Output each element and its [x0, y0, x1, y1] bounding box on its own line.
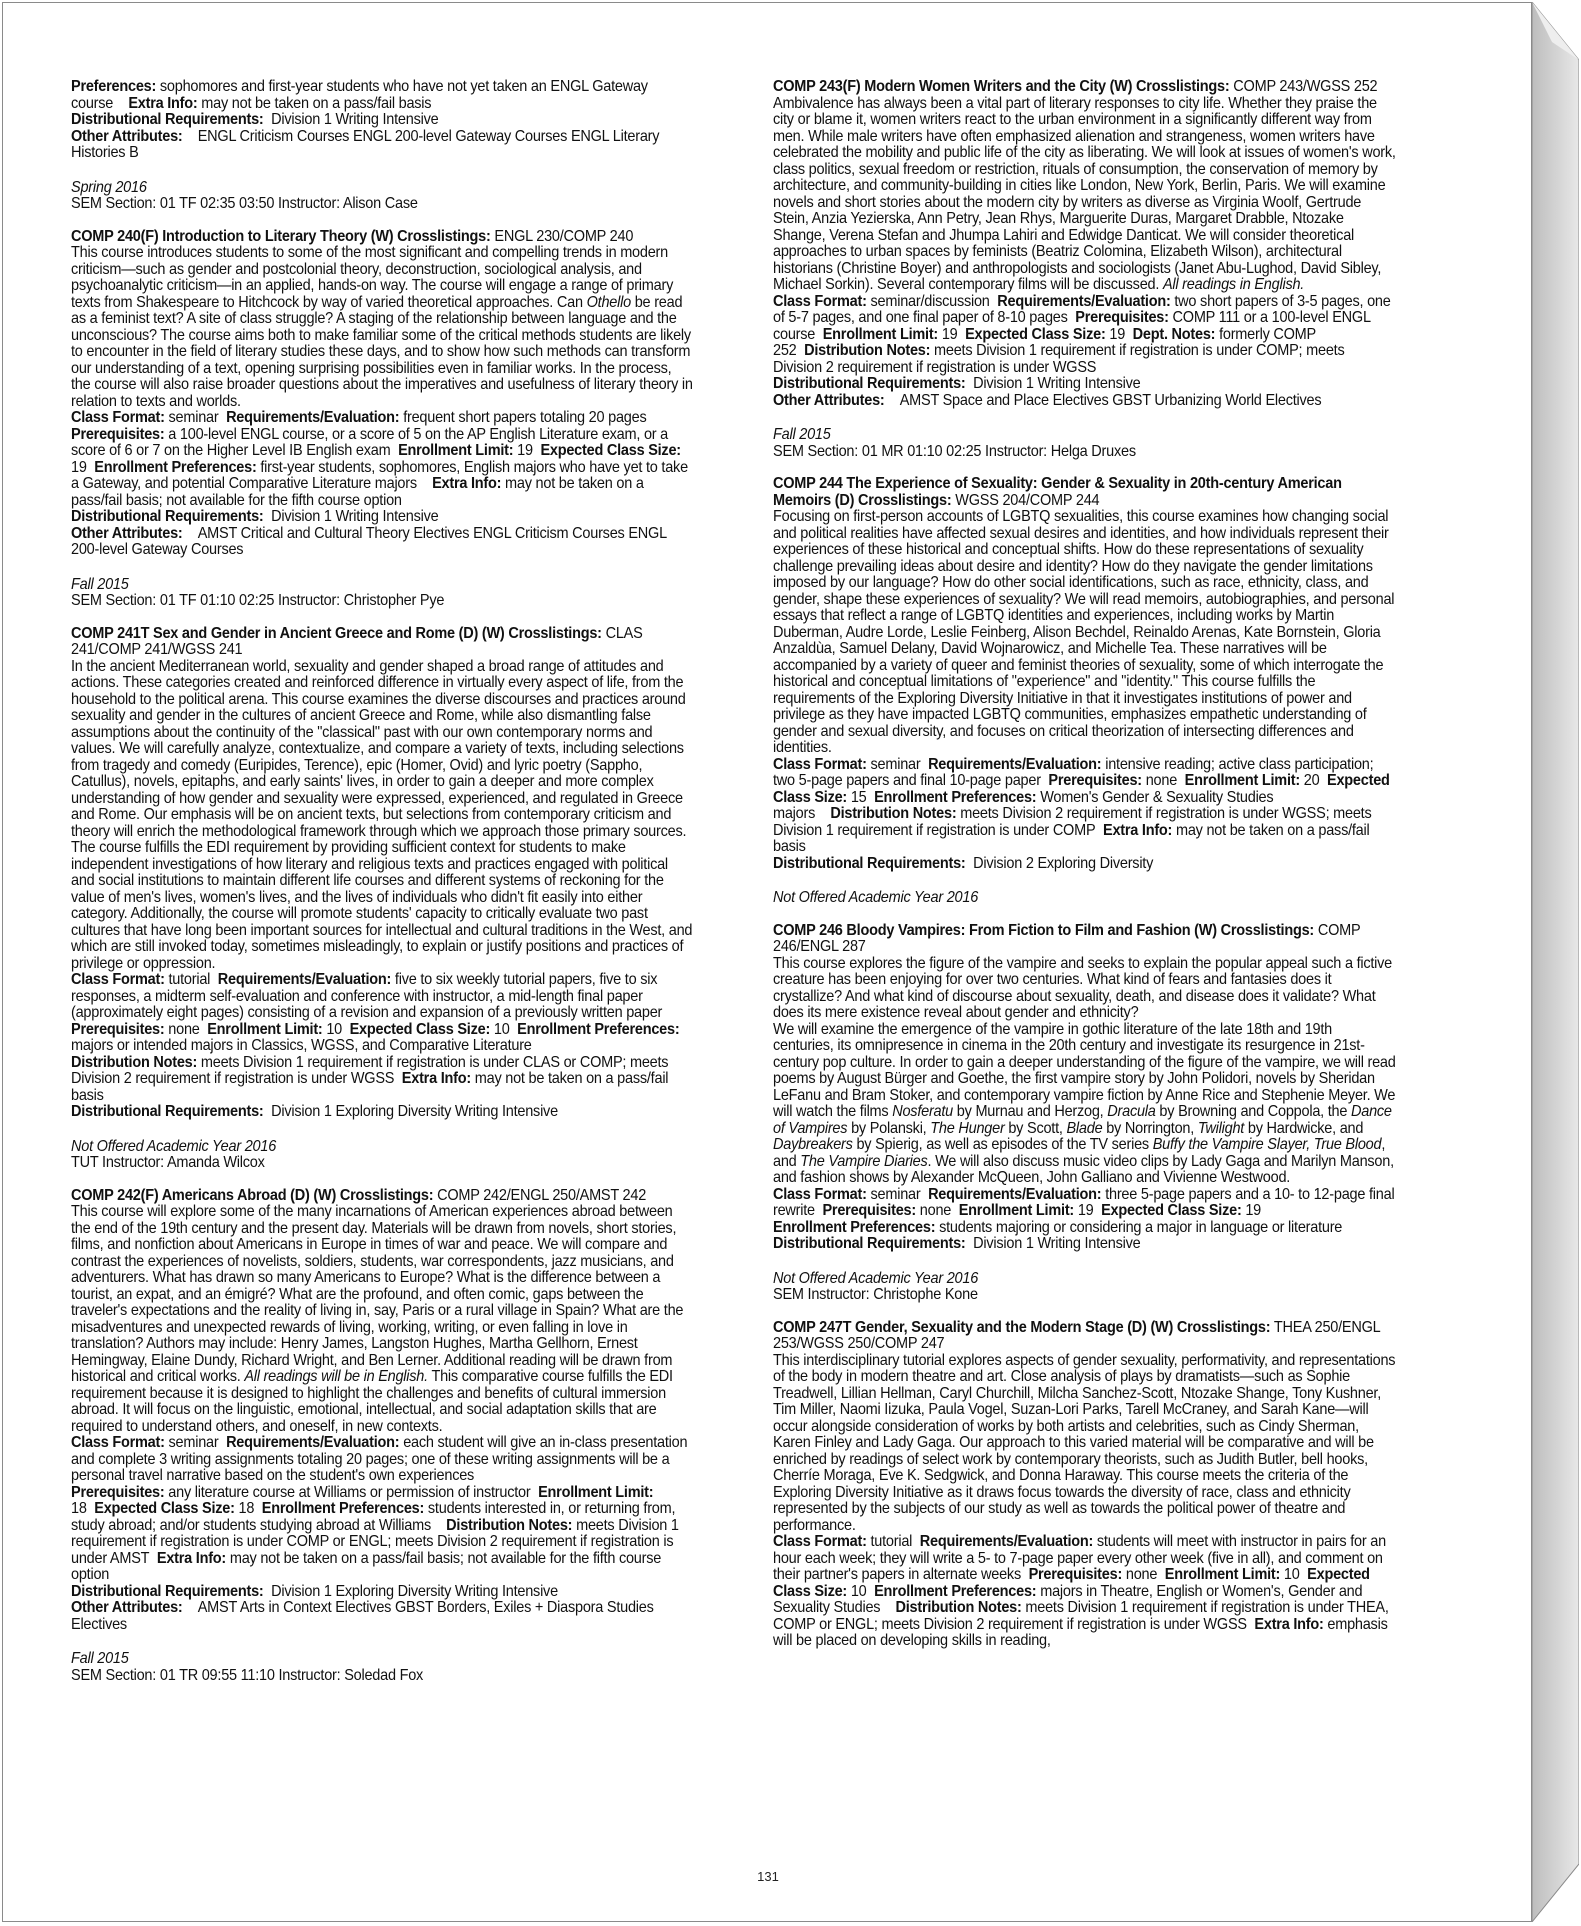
section-line: TUT Instructor: Amanda Wilcox — [71, 1154, 265, 1171]
course-continuation — [71, 79, 694, 213]
section-line: SEM Section: 01 MR 01:10 02:25 Instructor: Helga Druxes — [773, 442, 1136, 460]
term: Not Offered Academic Year 2016 — [773, 1269, 979, 1287]
value: sophomores and first-year students who have not yet taken an ENGL Gateway course — [71, 78, 648, 112]
course-description: This course will explore some of the many incarnations of American experiences abroad between the end of the 19th century and the present day. Materials will be drawn from novels, short stories, films, and nonfiction about Americans in Europe in times of war and peace. We will compare and contrast the experiences of novelists, soldiers, students, war correspondents, jazz musicians, and adventurers. What has drawn so many Americans to Europe? What is the difference between a tourist, an expat, and an émigré? What are the profound, and often comic, gaps between the traveler's expectations and the reality of living in, say, Paris or a rural village in Spain? What are the misadventures and unexpected rewards of living, working, writing, or even falling in love in translation? Authors may include: Henry James, Langston Hughes, Martha Gellhorn, Ernest Hemingway, Elaine Dundy, Richard Wright, and Ben Lerner. Additional reading will be drawn from historical and critical works. All readings will be in English. This comparative course fulfills the EDI requirement because it is designed to highlight the challenges and benefits of cultural immersion abroad. It will focus on the linguistic, emotional, intellectual, and social adaptation skills that are required to understand others, and oneself, in new contexts. — [71, 1203, 684, 1435]
course-title: COMP 244 The Experience of Sexuality: Gender & Sexuality in 20th-century American Memoirs (D) Crosslistings: — [773, 475, 1342, 509]
course-description: In the ancient Mediterranean world, sexuality and gender shaped a broad range of attitudes and actions. These categories created and reinforced difference in virtually every aspect of life, from the household to the political arena. This course examines the diverse discourses and practices around sexuality and gender in the cultures of ancient Greece and Rome, while also dismantling false assumptions about the continuity of the "classical" past with our own contemporary norms and values. We will carefully analyze, contextualize, and compare a variety of texts, including selections from tragedy and comedy (Euripides, Terence), epic (Homer, Ovid) and lyric poetry (Sappho, Catullus), novels, epitaphs, and early saints' lives, in order to gain a deeper and more complex understanding of how gender and sexuality were expressed, experienced, and regulated in Greece and Rome. Our emphasis will be on ancient texts, but selections from contemporary criticism and theory will enrich the methodological framework through which we approach those primary sources. The course fulfills the EDI requirement by providing sufficient context for students to make independent investigations of how literary and religious texts and practices engaged with political and social institutions to maintain different life courses and different systems of reckoning for the value of men's lives, women's lives, and the lives of individuals who didn't fit easily into either category. Additionally, the course will promote students' capacity to critically evaluate two past cultures that have long been important sources for intellectual and cultural traditions in the West, and which are still invoked today, sometimes misleadingly, to explain or justify positions and practices of privilege or oppression. — [71, 657, 693, 972]
course-description: This course explores the figure of the vampire and seeks to explain the popular appeal such a fictive creature has been enjoying for over two centuries. What kind of fears and fantasies does it crystallize? And what kind of discourse about sexuality, death, and disease does it validate? What does its mere existence reveal about gender and ethnicity? — [773, 954, 1393, 1021]
label: Extra Info: — [128, 94, 198, 112]
value: ENGL Criticism Courses ENGL 200-level Gateway Courses ENGL Literary Histories B — [71, 127, 660, 161]
crosslistings: WGSS 204/COMP 244 — [955, 491, 1100, 509]
label: Class Format: — [71, 409, 165, 426]
crosslistings: COMP 243/WGSS 252 — [1233, 78, 1378, 95]
term: Not Offered Academic Year 2016 — [773, 889, 979, 906]
section-line: SEM Section: 01 TF 01:10 02:25 Instructor: Christopher Pye — [71, 592, 445, 609]
course-comp-240: COMP 240(F) Introduction to Literary Theory (W) Crosslistings: ENGL 230/COMP 240 This course introduces students to some of the most significant and compelling trends in modern criticism—such as gender and postcolonial theory, deconstruction, sociological analysis, and psychoanalytic criticism—in an applied, hands-on way. The course will engage a range of primary texts from Shakespeare to Hitchcock by way of varied theoretical approaches. Can Othello be read as a feminist text? A site of class struggle? A staging of the relationship between language and the unconscious? The course aims both to make familiar some of the critical methods students are likely to encounter in the field of literary studies these days, and to show how such methods can transform our understanding of a text, opening surprising possibilities even in familiar works. In the process, the course will also raise broader questions about the imperatives and usefulness of literary theory in relation to texts and worlds. Class Format: seminar Requirements/Evaluation: frequent short papers totaling 20 pages Prerequisites: a 100-level ENGL course, or a score of 5 on the AP English Literature exam, or a score of 6 or 7 on the Higher Level IB English exam Enrollment Limit: 19 Expected Class Size: 19 Enrollment Preferences: first-year students, sophomores, English majors who have yet to take a Gateway, and potential Comparative Literature majors Extra Info: may not be taken on a pass/fail basis; not available for the fifth course option Distributional Requirements: Division 1 Writing Intensive Other Attributes: AMST Critical and Cultural Theory Electives ENGL Criticism Courses ENGL 200-level Gateway Courses Fall 2015 SEM Section: 01 TF 01:10 02:25 Instructor: Christopher Pye — [71, 227, 693, 609]
label: Distributional Requirements: — [71, 111, 264, 128]
crosslistings: COMP 246/ENGL 287 — [773, 921, 1361, 955]
term: Fall 2015 — [773, 426, 831, 443]
course-description: This course introduces students to some of the most significant and compelling trends in modern criticism—such as gender and postcolonial theory, deconstruction, sociological analysis, and psychoanalytic criticism—in an applied, hands-on way. The course will engage a range of primary texts from Shakespeare to Hitchcock by way of varied theoretical approaches. Can Othello be read as a feminist text? A site of class struggle? A staging of the relationship between language and the unconscious? The course aims both to make familiar some of the critical methods students are likely to encounter in the field of literary studies these days, and to show how such methods can transform our understanding of a text, opening surprising possibilities even in familiar works. In the process, the course will also raise broader questions about the imperatives and usefulness of literary theory in relation to texts and worlds. — [71, 244, 693, 410]
term: Fall 2015 — [71, 1650, 129, 1667]
page-number: 131 — [757, 1869, 779, 1884]
course-comp-246: COMP 246 Bloody Vampires: From Fiction to Film and Fashion (W) Crosslistings: COMP 246/ENGL 287 This course explores the figure of the vampire and seeks to explain the popular appeal such a fictive creature has been enjoying for over two centuries. What kind of fears and fantasies does it crystallize? And what kind of discourse about sexuality, death, and disease does it validate? What does its mere existence reveal about gender and ethnicity? We will examine the emergence of the vampire in gothic literature of the late 18th and 19th centuries, its omnipresence in cinema in the 20th century and investigate its resurgence in 21st-century pop culture. In order to gain a deeper understanding of the figure of the vampire, we will read poems by August Bürger and Goethe, the first vampire story by John Polidori, novels by Sheridan LeFanu and Bram Stoker, and contemporary vampire fiction by Anne Rice and Stephenie Meyer. We will watch the films Nosferatu by Murnau and Herzog, Dracula by Browning and Coppola, the Dance of Vampires by Polanski, The Hunger by Scott, Blade by Norrington, Twilight by Hardwicke, and Daybreakers by Spierig, as well as episodes of the TV series Buffy the Vampire Slayer, True Blood, and The Vampire Diaries. We will also discuss music video clips by Lady Gaga and Marilyn Manson, and fashion shows by Alexander McQueen, John Galliano and Vivienne Westwood. Class Format: seminar Requirements/Evaluation: three 5-page papers and a 10- to 12-page final rewrite Prerequisites: none Enrollment Limit: 19 Expected Class Size: 19 Enrollment Preferences: students majoring or considering a major in language or literature Distributional Requirements: Division 1 Writing Intensive Not Offered Academic Year 2016 SEM Instructor: Christophe Kone — [773, 921, 1396, 1303]
label: Preferences: — [71, 78, 157, 95]
course-description: This interdisciplinary tutorial explores aspects of gender sexuality, performativity, and representations of the body in modern theatre and art. Close analysis of plays by dramatists—such as Sophie Treadwell, Lillian Hellman, Caryl Churchill, Milcha Sanchez-Scott, Ntozake Shange, Tony Kushner, Tim Miller, Naomi Iizuka, Paula Vogel, Suzan-Lori Parks, Tarell McCraney, and Sarah Kane—will occur alongside consideration of works by both artists and celebrities, such as Cindy Sherman, Karen Finley and Lady Gaga. Our approach to this varied material will be comparative and will be enriched by readings of select work by contemporary theorists, such as Judith Butler, bell hooks, Cherríe Moraga, Eve K. Sedgwick, and Donna Haraway. This course meets the criteria of the Exploring Diversity Initiative as it draws focus towards the diversity of race, class and ethnicity represented by the subjects of our study as well as towards the political power of theatre and performance. — [773, 1351, 1396, 1534]
course-title: COMP 242(F) Americans Abroad (D) (W) Crosslistings: — [71, 1186, 434, 1204]
label: Requirements/Evaluation: — [226, 409, 400, 426]
course-title: COMP 246 Bloody Vampires: From Fiction to Film and Fashion (W) Crosslistings: — [773, 921, 1315, 939]
course-title: COMP 247T Gender, Sexuality and the Modern Stage (D) (W) Crosslistings: — [773, 1318, 1271, 1336]
crosslistings: ENGL 230/COMP 240 — [494, 227, 634, 245]
course-description: Focusing on first-person accounts of LGBTQ sexualities, this course examines how changing social and political realities have affected sexual desires and identities, and how individuals represent their experiences of these historical and conceptual shifts. How do these representations of sexuality challenge prevailing ideas about desire and identity? How do they navigate the gender limitations imposed by our language? How do other social identifications, such as race, ethnicity, class, and gender, shape these experiences of sexuality? We will read memoirs, autobiographies, and personal essays that reflect a range of LGBTQ identities and experiences, including works by Martin Duberman, Audre Lorde, Leslie Feinberg, Alison Bechdel, Reinaldo Arenas, Kate Bornstein, Gloria Anzaldùa, Samuel Delany, David Wojnarowicz, and Michelle Tea. These narratives will be accompanied by a variety of queer and feminist theories of sexuality, some of which interrogate the historical and conceptual limitations of "experience" and "identity." This course fulfills the requirements of the Exploring Diversity Initiative in that it investigates institutions of power and privilege as they have impacted LGBTQ communities, emphasizes empathetic understanding of gender and sexual diversity, and focuses on critical theorization of intersecting differences and identities. — [773, 508, 1395, 756]
course-comp-244: COMP 244 The Experience of Sexuality: Gender & Sexuality in 20th-century American Memoirs (D) Crosslistings: WGSS 204/COMP 244 Focusing on first-person accounts of LGBTQ sexualities, this course examines how changing social and political realities have affected sexual desires and identities, and how individuals represent their experiences of these historical and conceptual shifts. How do these representations of sexuality challenge prevailing ideas about desire and identity? How do they navigate the gender limitations imposed by our language? How do other social identifications, such as race, ethnicity, class, and gender, shape these experiences of sexuality? We will read memoirs, autobiographies, and personal essays that reflect a range of LGBTQ identities and experiences, including works by Martin Duberman, Audre Lorde, Leslie Feinberg, Alison Bechdel, Reinaldo Arenas, Kate Bornstein, Gloria Anzaldùa, Samuel Delany, David Wojnarowicz, and Michelle Tea. These narratives will be accompanied by a variety of queer and feminist theories of sexuality, some of which interrogate the historical and conceptual limitations of "experience" and "identity." This course fulfills the requirements of the Exploring Diversity Initiative in that it investigates institutions of power and privilege as they have impacted LGBTQ communities, emphasizes empathetic understanding of gender and sexual diversity, and focuses on critical theorization of intersecting differences and identities. Class Format: seminar Requirements/Evaluation: intensive reading; active class participation; two 5-page papers and final 10-page paper Prerequisites: none Enrollment Limit: 20 Expected Class Size: 15 Enrollment Preferences: Women's Gender & Sexuality Studies majors Distribution Notes: meets Division 2 requirement if registration is under WGSS; meets Division 1 requirement if registration is under COMP Extra Info: may not be taken on a pass/fail basis Distributional Requirements: Division 2 Exploring Diversity Not Offered Academic Year 2016 — [773, 475, 1395, 906]
right-column — [773, 79, 1396, 1650]
section-line: SEM Instructor: Christophe Kone — [773, 1286, 978, 1303]
section-line: SEM Section: 01 TF 02:35 03:50 Instructor: Alison Case — [71, 195, 418, 212]
course-comp-243: COMP 243(F) Modern Women Writers and the City (W) Crosslistings: COMP 243/WGSS 252 Ambivalence has always been a vital part of literary responses to city life. Whether they praise the city or blame it, women writers react to the urban environment in a significantly different way from men. While male writers have often emphasized alienation and strangeness, women writers have celebrated the mobility and public life of the city as liberating. We will look at issues of women's work, class politics, sexual freedom or restriction, rituals of consumption, the conservation of memory by architecture, and community-building in cities like London, New York, Berlin, Paris. We will examine novels and short stories about the modern city by writers as diverse as Virginia Woolf, Gertrude Stein, Anzia Yezierska, Ann Petry, Jean Rhys, Marguerite Duras, Margaret Drabble, Ntozake Shange, Verena Stefan and Jhumpa Lahiri and Edwidge Danticat. We will consider theoretical approaches to urban spaces by feminists (Beatriz Colomina, Elizabeth Wilson), architectural historians (Christine Boyer) and anthropologists and sociologists (Janet Abu-Lughod, David Sibley, Michael Sorkin). Several contemporary films will be discussed. All readings in English. Class Format: seminar/discussion Requirements/Evaluation: two short papers of 3-5 pages, one of 5-7 pages, and one final paper of 8-10 pages Prerequisites: COMP 111 or a 100-level ENGL course Enrollment Limit: 19 Expected Class Size: 19 Dept. Notes: formerly COMP 252 Distribution Notes: meets Division 1 requirement if registration is under COMP; meets Division 2 requirement if registration is under WGSS Distributional Requirements: Division 1 Writing Intensive Other Attributes: AMST Space and Place Electives GBST Urbanizing World Electives Fall 2015 SEM Section: 01 MR 01:10 02:25 Instructor: Helga Druxes — [773, 78, 1396, 460]
document-page — [2, 2, 1532, 1922]
left-column — [71, 79, 694, 1684]
term: Spring 2016 — [71, 178, 147, 196]
course-description-2: We will examine the emergence of the vampire in gothic literature of the late 18th and 19th centuries, its omnipresence in cinema in the 20th century and investigate its resurgence in 21st-century pop culture. In order to gain a deeper understanding of the figure of the vampire, we will read poems by August Bürger and Goethe, the first vampire story by John Polidori, novels by Sheridan LeFanu and Bram Stoker, and contemporary vampire fiction by Anne Rice and Stephenie Meyer. We will watch the films Nosferatu by Murnau and Herzog, Dracula by Browning and Coppola, the Dance of Vampires by Polanski, The Hunger by Scott, Blade by Norrington, Twilight by Hardwicke, and Daybreakers by Spierig, as well as episodes of the TV series Buffy the Vampire Slayer, True Blood, and The Vampire Diaries. We will also discuss music video clips by Lady Gaga and Marilyn Manson, and fashion shows by Alexander McQueen, John Galliano and Vivienne Westwood. — [773, 1020, 1396, 1186]
crosslistings: CLAS 241/COMP 241/WGSS 241 — [71, 624, 643, 658]
course-title: COMP 240(F) Introduction to Literary Theory (W) Crosslistings: — [71, 227, 491, 245]
course-comp-242: COMP 242(F) Americans Abroad (D) (W) Crosslistings: COMP 242/ENGL 250/AMST 242 This course will explore some of the many incarnations of American experiences abroad between the end of the 19th century and the present day. Materials will be drawn from novels, short stories, films, and nonfiction about Americans in Europe in times of war and peace. We will compare and contrast the experiences of novelists, soldiers, students, war correspondents, jazz musicians, and adventurers. What has drawn so many Americans to Europe? What is the difference between a tourist, an expat, and an émigré? What are the profound, and often comic, gaps between the traveler's expectations and the reality of living in, say, Paris or a rural village in Spain? What are the misadventures and unexpected rewards of living, working, writing, or even falling in love in translation? Authors may include: Henry James, Langston Hughes, Martha Gellhorn, Ernest Hemingway, Elaine Dundy, Richard Wright, and Ben Lerner. Additional reading will be drawn from historical and critical works. All readings will be in English. This comparative course fulfills the EDI requirement because it is designed to highlight the challenges and benefits of cultural immersion abroad. It will focus on the linguistic, emotional, intellectual, and social adaptation skills that are required to understand others, and oneself, in new contexts. Class Format: seminar Requirements/Evaluation: each student will give an in-class presentation and complete 3 writing assignments totaling 20 pages; one of these writing assignments will be a personal travel narrative based on the student's own experiences Prerequisites: any literature course at Williams or permission of instructor Enrollment Limit: 18 Expected Class Size: 18 Enrollment Preferences: students interested in, or returning from, study abroad; and/or students studying abroad at Williams Distribution Notes: meets Division 1 requirement if registration is under COMP or ENGL; meets Division 2 requirement if registration is under AMST Extra Info: may not be taken on a pass/fail basis; not available for the fifth course option Distributional Requirements: Division 1 Exploring Diversity Writing Intensive Other Attributes: AMST Arts in Context Electives GBST Borders, Exiles + Diaspora Studies Electives Fall 2015 SEM Section: 01 TR 09:55 11:10 Instructor: Soledad Fox — [71, 1188, 694, 1685]
course-comp-247t: COMP 247T Gender, Sexuality and the Modern Stage (D) (W) Crosslistings: THEA 250/ENGL 253/WGSS 250/COMP 247 This interdisciplinary tutorial explores aspects of gender sexuality, performativity, and representations of the body in modern theatre and art. Close analysis of plays by dramatists—such as Sophie Treadwell, Lillian Hellman, Caryl Churchill, Milcha Sanchez-Scott, Ntozake Shange, Tony Kushner, Tim Miller, Naomi Iizuka, Paula Vogel, Suzan-Lori Parks, Tarell McCraney, and Sarah Kane—will occur alongside consideration of works by both artists and celebrities, such as Cindy Sherman, Karen Finley and Lady Gaga. Our approach to this varied material will be comparative and will be enriched by readings of select work by contemporary theorists, such as Judith Butler, bell hooks, Cherríe Moraga, Eve K. Sedgwick, and Donna Haraway. This course meets the criteria of the Exploring Diversity Initiative as it draws focus towards the diversity of race, class and ethnicity represented by the subjects of our study as well as towards the political power of theatre and performance. Class Format: tutorial Requirements/Evaluation: students will meet with instructor in pairs for an hour each week; they will write a 5- to 7-page paper every other week (five in all), and comment on their partner's papers in alternate weeks Prerequisites: none Enrollment Limit: 10 Expected Class Size: 10 Enrollment Preferences: majors in Theatre, English or Women's, Gender and Sexuality Studies Distribution Notes: meets Division 1 requirement if registration is under THEA, COMP or ENGL; meets Division 2 requirement if registration is under WGSS Extra Info: emphasis will be placed on developing skills in reading, — [773, 1318, 1396, 1649]
value: may not be taken on a pass/fail basis — [201, 94, 432, 112]
section-line: SEM Section: 01 TR 09:55 11:10 Instructor: Soledad Fox — [71, 1666, 424, 1684]
course-description: Ambivalence has always been a vital part of literary responses to city life. Whether they praise the city or blame it, women writers react to the urban environment in a significantly different way from men. While male writers have often emphasized alienation and strangeness, women writers have celebrated the mobility and public life of the city as liberating. We will look at issues of women's work, class politics, sexual freedom or restriction, rituals of consumption, the conservation of memory by architecture, and community-building in cities like London, New York, Berlin, Paris. We will examine novels and short stories about the modern city by writers as diverse as Virginia Woolf, Gertrude Stein, Anzia Yezierska, Ann Petry, Jean Rhys, Marguerite Duras, Margaret Drabble, Ntozake Shange, Verena Stefan and Jhumpa Lahiri and Edwidge Danticat. We will consider theoretical approaches to urban spaces by feminists (Beatriz Colomina, Elizabeth Wilson), architectural historians (Christine Boyer) and anthropologists and sociologists (Janet Abu-Lughod, David Sibley, Michael Sorkin). Several contemporary films will be discussed. All readings in English. — [773, 94, 1396, 293]
course-title: COMP 243(F) Modern Women Writers and the City (W) Crosslistings: — [773, 78, 1230, 95]
course-comp-241t: COMP 241T Sex and Gender in Ancient Greece and Rome (D) (W) Crosslistings: CLAS 241/COMP 241/WGSS 241 In the ancient Mediterranean world, sexuality and gender shaped a broad range of attitudes and actions. These categories created and reinforced difference in virtually every aspect of life, from the household to the political arena. This course examines the diverse discourses and practices around sexuality and gender in the cultures of ancient Greece and Rome, while also dismantling false assumptions about the continuity of the "classical" past with our own contemporary norms and values. We will carefully analyze, contextualize, and compare a variety of texts, including selections from tragedy and comedy (Euripides, Terence), epic (Homer, Ovid) and lyric poetry (Sappho, Catullus), novels, epitaphs, and early saints' lives, in order to gain a deeper and more complex understanding of how gender and sexuality were expressed, experienced, and regulated in Greece and Rome. Our emphasis will be on ancient texts, but selections from contemporary criticism and theory will enrich the methodological framework through which we approach those primary sources. The course fulfills the EDI requirement by providing sufficient context for students to make independent investigations of how literary and religious texts and practices engaged with political and social institutions to maintain different life courses and different systems of reckoning for the value of men's lives, women's lives, and the lives of individuals who didn't fit easily into either category. Additionally, the course will promote students' capacity to critically evaluate two past cultures that have long been important sources for intellectual and cultural traditions in the West, and which are still invoked today, sometimes misleadingly, to explain or justify positions and practices of privilege or oppression. Class Format: tutorial Requirements/Evaluation: five to six weekly tutorial papers, five to six responses, a midterm self-evaluation and conference with instructor, a mid-length final paper (approximately eight pages) consisting of a revision and expansion of a previously written paper Prerequisites: none Enrollment Limit: 10 Expected Class Size: 10 Enrollment Preferences: majors or intended majors in Classics, WGSS, and Comparative Literature Distribution Notes: meets Division 1 requirement if registration is under CLAS or COMP; meets Division 2 requirement if registration is under WGSS Extra Info: may not be taken on a pass/fail basis Distributional Requirements: Division 1 Exploring Diversity Writing Intensive Not Offered Academic Year 2016 TUT Instructor: Amanda Wilcox — [71, 624, 693, 1171]
course-title: COMP 241T Sex and Gender in Ancient Greece and Rome (D) (W) Crosslistings: — [71, 624, 602, 642]
label: Other Attributes: — [71, 127, 183, 145]
term: Not Offered Academic Year 2016 — [71, 1137, 277, 1155]
value: Division 1 Writing Intensive — [271, 111, 439, 128]
crosslistings: COMP 242/ENGL 250/AMST 242 — [437, 1186, 647, 1204]
term: Fall 2015 — [71, 575, 129, 593]
page-edge-shadow — [1532, 2, 1579, 1922]
label: Prerequisites: — [71, 425, 165, 443]
crosslistings: THEA 250/ENGL 253/WGSS 250/COMP 247 — [773, 1318, 1380, 1352]
